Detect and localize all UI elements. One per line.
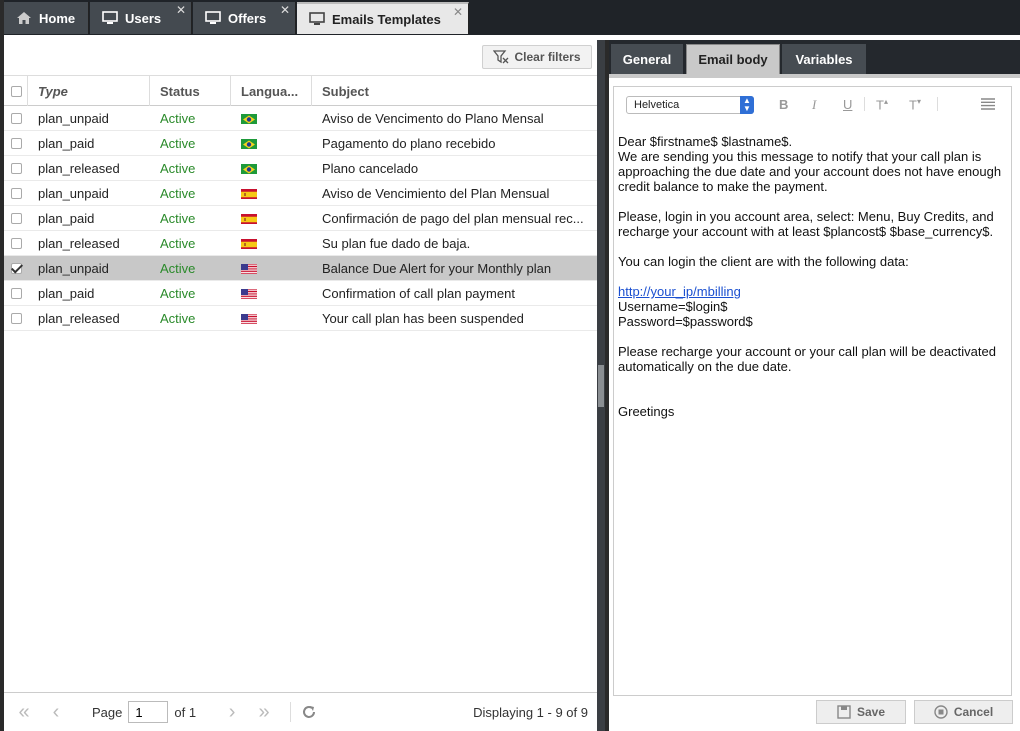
clear-filters-label: Clear filters: [514, 50, 581, 64]
flag-us-icon: [241, 288, 257, 299]
grid-header: [4, 75, 600, 106]
select-arrows-icon: ▲ ▼: [740, 96, 754, 114]
cell-status: Active: [160, 110, 196, 126]
cell-language: [231, 106, 312, 131]
decrease-font-icon[interactable]: T▾: [909, 97, 921, 113]
mbilling-link[interactable]: http://your_ip/mbilling: [618, 284, 741, 299]
display-count: Displaying 1 - 9 of 9: [473, 705, 588, 720]
body-recharge-warning: Please recharge your account or your call plan will be deactivated automatically on the due date.: [618, 344, 996, 374]
row-checkbox[interactable]: [11, 113, 22, 124]
page-of-label: of 1: [174, 704, 197, 720]
table-row[interactable]: [4, 281, 600, 306]
flag-es-icon: [241, 238, 257, 249]
row-checkbox-cell[interactable]: [4, 256, 28, 281]
monitor-icon: [205, 11, 221, 25]
cell-language: [231, 156, 312, 181]
tab-home[interactable]: [4, 2, 89, 34]
table-row[interactable]: [4, 306, 600, 331]
cell-type: plan_paid: [38, 285, 95, 301]
table-row[interactable]: [4, 181, 600, 206]
flag-es-icon: [241, 213, 257, 224]
tab-offers-label: Offers: [228, 10, 267, 26]
cell-subject: Aviso de Vencimento do Plano Mensal: [322, 110, 544, 126]
body-login-data-intro: You can login the client are with the following data:: [618, 254, 909, 269]
save-button[interactable]: [816, 700, 906, 724]
cell-language: [231, 281, 312, 306]
cell-subject: Your call plan has been suspended: [322, 310, 524, 326]
table-row[interactable]: [4, 106, 600, 131]
monitor-icon: [102, 11, 118, 25]
row-checkbox-cell[interactable]: [4, 181, 28, 206]
row-checkbox[interactable]: [11, 138, 22, 149]
grid-rows: [4, 106, 600, 331]
cancel-button[interactable]: [914, 700, 1013, 724]
underline-icon[interactable]: U: [843, 97, 853, 112]
monitor-icon: [309, 12, 325, 26]
next-page-button[interactable]: ›: [228, 700, 236, 723]
cancel-icon: [934, 705, 948, 719]
grid-toolbar: [4, 35, 600, 75]
row-checkbox-cell[interactable]: [4, 231, 28, 256]
table-row[interactable]: [4, 231, 600, 256]
cell-subject: Confirmación de pago del plan mensual rec...: [322, 210, 584, 226]
save-icon: [837, 705, 851, 719]
row-checkbox-cell[interactable]: [4, 156, 28, 181]
cell-subject: Pagamento do plano recebido: [322, 135, 496, 151]
select-all-checkbox[interactable]: [11, 86, 22, 97]
cell-type: plan_unpaid: [38, 185, 109, 201]
cell-type: plan_paid: [38, 210, 95, 226]
close-icon[interactable]: ✕: [279, 3, 290, 17]
cell-type: plan_unpaid: [38, 110, 109, 126]
select-all-checkbox-cell[interactable]: [4, 76, 28, 106]
form-footer: [609, 696, 1020, 731]
first-page-button[interactable]: «: [18, 700, 30, 723]
templates-grid-panel: [0, 35, 600, 731]
row-checkbox[interactable]: [11, 238, 22, 249]
table-row[interactable]: [4, 206, 600, 231]
column-header-status[interactable]: Status: [150, 76, 231, 106]
tab-users-label: Users: [125, 10, 162, 26]
cell-type: plan_unpaid: [38, 260, 109, 276]
table-row[interactable]: [4, 256, 600, 281]
tab-emails-templates[interactable]: [297, 2, 469, 34]
row-checkbox[interactable]: [11, 288, 22, 299]
tab-home-label: Home: [39, 10, 76, 26]
panel-splitter[interactable]: [597, 40, 605, 731]
italic-icon[interactable]: I: [812, 97, 817, 112]
body-username: Username=$login$: [618, 299, 728, 314]
cell-subject: Aviso de Vencimiento del Plan Mensual: [322, 185, 550, 201]
row-checkbox-cell[interactable]: [4, 106, 28, 131]
close-icon[interactable]: ✕: [452, 5, 463, 19]
cell-language: [231, 231, 312, 256]
tab-users[interactable]: [90, 2, 192, 34]
last-page-button[interactable]: »: [258, 700, 270, 723]
align-justify-icon[interactable]: [981, 98, 995, 110]
splitter-handle[interactable]: [598, 365, 604, 407]
tab-offers[interactable]: [193, 2, 296, 34]
row-checkbox[interactable]: [11, 163, 22, 174]
clear-filters-button[interactable]: [482, 45, 592, 69]
cell-status: Active: [160, 235, 196, 251]
body-password: Password=$password$: [618, 314, 753, 329]
tab-general[interactable]: General: [611, 44, 683, 75]
column-header-subject[interactable]: Subject: [312, 76, 600, 106]
save-label: Save: [856, 705, 886, 719]
cell-status: Active: [160, 135, 196, 151]
font-family-select[interactable]: [626, 96, 754, 114]
row-checkbox[interactable]: [11, 263, 22, 274]
column-header-type[interactable]: Type: [28, 76, 150, 106]
cell-status: Active: [160, 160, 196, 176]
close-icon[interactable]: ✕: [175, 3, 186, 17]
row-checkbox[interactable]: [11, 213, 22, 224]
cell-language: [231, 206, 312, 231]
flag-us-icon: [241, 263, 257, 274]
top-tab-bar: [0, 0, 1020, 35]
table-row[interactable]: [4, 131, 600, 156]
pagination-bar: [4, 692, 600, 731]
tab-emails-templates-label: Emails Templates: [332, 11, 441, 27]
flag-br-icon: [241, 163, 257, 174]
row-checkbox-cell[interactable]: [4, 206, 28, 231]
column-header-language[interactable]: Langua...: [231, 76, 312, 106]
cell-language: [231, 181, 312, 206]
flag-br-icon: [241, 138, 257, 149]
row-checkbox-cell[interactable]: [4, 281, 28, 306]
table-row[interactable]: [4, 156, 600, 181]
cell-subject: Plano cancelado: [322, 160, 419, 176]
cell-status: Active: [160, 185, 196, 201]
cell-subject: Confirmation of call plan payment: [322, 285, 515, 301]
page-number-input[interactable]: [128, 701, 168, 723]
edit-tabs: [609, 40, 1020, 76]
cell-language: [231, 256, 312, 281]
increase-font-icon[interactable]: T▴: [876, 97, 888, 113]
tab-variables[interactable]: Variables: [782, 44, 866, 75]
font-family-value: Helvetica: [634, 99, 680, 111]
page-label: Page: [92, 704, 123, 720]
body-signoff: Greetings: [618, 404, 675, 419]
cell-status: Active: [160, 310, 196, 326]
cell-type: plan_released: [38, 310, 120, 326]
bold-icon[interactable]: B: [779, 97, 789, 112]
tab-underline: [609, 74, 1020, 78]
row-checkbox-cell[interactable]: [4, 306, 28, 331]
cell-subject: Balance Due Alert for your Monthly plan: [322, 260, 552, 276]
prev-page-button[interactable]: ‹: [52, 700, 60, 723]
flag-us-icon: [241, 313, 257, 324]
email-body-editor[interactable]: [613, 86, 1012, 696]
body-notice-text: We are sending you this message to notify that your call plan is approaching the due date and your account does not have enough credit balance to make the payment.: [618, 149, 1002, 194]
home-icon: [16, 11, 32, 25]
cell-language: [231, 306, 312, 331]
cell-subject: Su plan fue dado de baja.: [322, 235, 471, 251]
cell-status: Active: [160, 260, 196, 276]
row-checkbox-cell[interactable]: [4, 131, 28, 156]
cancel-label: Cancel: [953, 705, 994, 719]
filter-clear-icon: [493, 50, 509, 64]
email-body-content[interactable]: [618, 134, 1008, 434]
body-login-instructions: Please, login in you account area, select: Menu, Buy Credits, and recharge your account with at least $plancost$ $base_currency$.: [618, 209, 994, 239]
row-checkbox[interactable]: [11, 188, 22, 199]
template-edit-panel: [605, 40, 1020, 731]
cell-type: plan_released: [38, 160, 120, 176]
cell-status: Active: [160, 285, 196, 301]
refresh-icon[interactable]: [301, 704, 317, 720]
cell-type: plan_paid: [38, 135, 95, 151]
cell-status: Active: [160, 210, 196, 226]
cell-type: plan_released: [38, 235, 120, 251]
row-checkbox[interactable]: [11, 313, 22, 324]
flag-es-icon: [241, 188, 257, 199]
flag-br-icon: [241, 113, 257, 124]
tab-email-body[interactable]: Email body: [686, 44, 780, 75]
cell-language: [231, 131, 312, 156]
body-greeting-line: Dear $firstname$ $lastname$.: [618, 134, 793, 149]
